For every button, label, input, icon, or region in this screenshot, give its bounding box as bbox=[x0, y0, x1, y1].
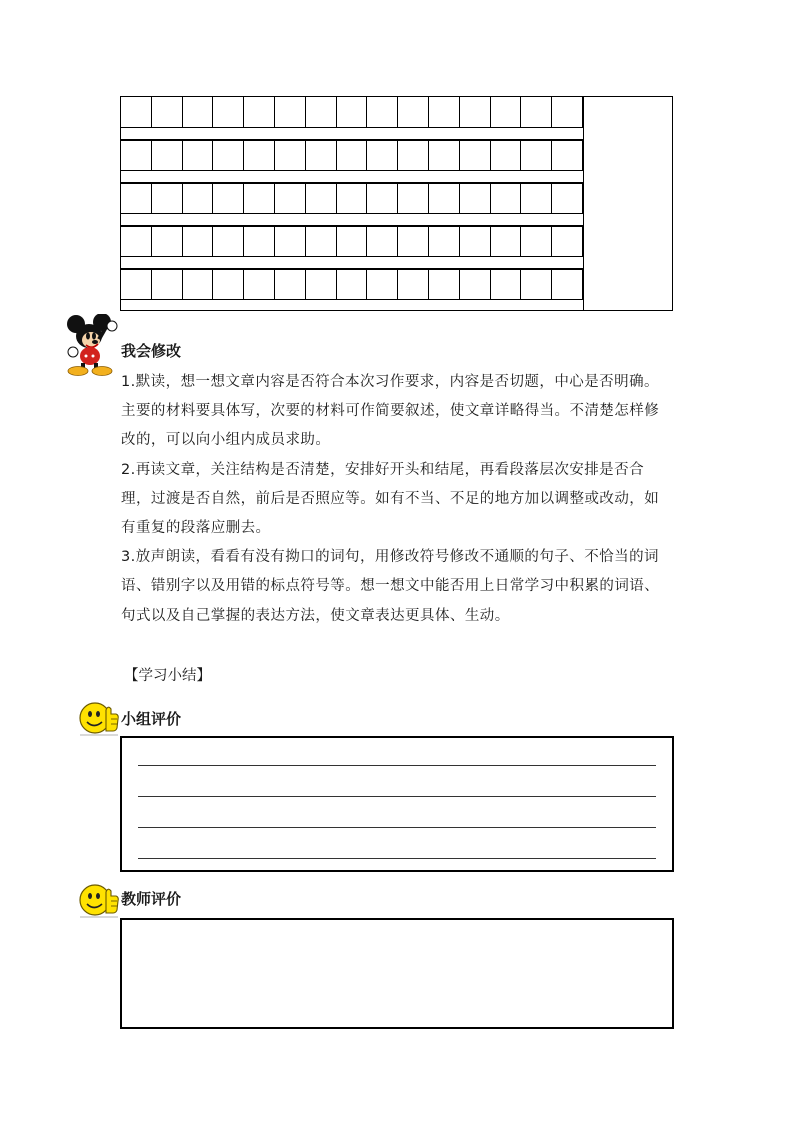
grid-cell[interactable] bbox=[306, 97, 337, 128]
mickey-mouse-icon bbox=[64, 314, 120, 376]
grid-cell[interactable] bbox=[521, 269, 552, 300]
grid-row bbox=[121, 226, 583, 257]
grid-cell[interactable] bbox=[491, 140, 522, 171]
grid-cell[interactable] bbox=[306, 140, 337, 171]
grid-cell[interactable] bbox=[429, 140, 460, 171]
grid-cell[interactable] bbox=[460, 183, 491, 214]
grid-cell[interactable] bbox=[552, 269, 583, 300]
grid-cell[interactable] bbox=[275, 97, 306, 128]
writing-grid bbox=[120, 96, 673, 311]
grid-cell[interactable] bbox=[367, 97, 398, 128]
grid-cell[interactable] bbox=[306, 226, 337, 257]
grid-cell[interactable] bbox=[398, 97, 429, 128]
grid-cell[interactable] bbox=[306, 183, 337, 214]
grid-spacer bbox=[121, 128, 584, 140]
grid-cell[interactable] bbox=[213, 140, 244, 171]
grid-cell[interactable] bbox=[275, 226, 306, 257]
grid-cell[interactable] bbox=[552, 97, 583, 128]
grid-cell[interactable] bbox=[337, 97, 368, 128]
grid-cell[interactable] bbox=[398, 269, 429, 300]
grid-cell[interactable] bbox=[460, 140, 491, 171]
grid-cell[interactable] bbox=[491, 269, 522, 300]
grid-spacer bbox=[121, 171, 584, 183]
revise-step-3: 3.放声朗读，看看有没有拗口的词句，用修改符号修改不通顺的句子、不恰当的词语、错别字以及用错的标点符号等。想一想文中能否用上日常学习中积累的词语、句式以及自己掌握的表达方法，使文章表达更具体、生动。 bbox=[121, 549, 660, 624]
grid-cell[interactable] bbox=[367, 183, 398, 214]
grid-cell[interactable] bbox=[244, 269, 275, 300]
grid-cell[interactable] bbox=[152, 183, 183, 214]
grid-cell[interactable] bbox=[152, 97, 183, 128]
teacher-evaluation-heading: 教师评价 bbox=[121, 890, 182, 908]
grid-cell[interactable] bbox=[121, 140, 152, 171]
grid-cell[interactable] bbox=[552, 183, 583, 214]
grid-spacer bbox=[121, 300, 584, 312]
grid-cell[interactable] bbox=[152, 269, 183, 300]
writing-line bbox=[138, 858, 656, 859]
grid-cell[interactable] bbox=[429, 269, 460, 300]
grid-cell[interactable] bbox=[275, 183, 306, 214]
grid-cell[interactable] bbox=[183, 226, 214, 257]
grid-cell[interactable] bbox=[521, 183, 552, 214]
grid-cell[interactable] bbox=[429, 97, 460, 128]
grid-row bbox=[121, 140, 583, 171]
grid-row bbox=[121, 183, 583, 214]
grid-cell[interactable] bbox=[183, 183, 214, 214]
grid-cell[interactable] bbox=[183, 140, 214, 171]
grid-cell[interactable] bbox=[244, 97, 275, 128]
grid-cell[interactable] bbox=[244, 140, 275, 171]
writing-line bbox=[138, 796, 656, 797]
grid-cell[interactable] bbox=[429, 226, 460, 257]
grid-cell[interactable] bbox=[244, 183, 275, 214]
grid-row bbox=[121, 269, 583, 300]
grid-cell[interactable] bbox=[460, 269, 491, 300]
grid-cell[interactable] bbox=[244, 226, 275, 257]
grid-cell[interactable] bbox=[398, 183, 429, 214]
grid-cell[interactable] bbox=[460, 97, 491, 128]
grid-cell[interactable] bbox=[121, 269, 152, 300]
grid-spacer bbox=[121, 214, 584, 226]
grid-cell[interactable] bbox=[213, 97, 244, 128]
grid-cell[interactable] bbox=[152, 226, 183, 257]
grid-cell[interactable] bbox=[337, 269, 368, 300]
grid-cell[interactable] bbox=[398, 226, 429, 257]
grid-cell[interactable] bbox=[367, 269, 398, 300]
grid-cell[interactable] bbox=[521, 226, 552, 257]
group-evaluation-box[interactable] bbox=[120, 736, 674, 872]
grid-cell[interactable] bbox=[367, 226, 398, 257]
grid-cell[interactable] bbox=[521, 140, 552, 171]
thumbs-up-smiley-icon bbox=[78, 698, 120, 738]
grid-margin-divider bbox=[583, 97, 584, 310]
grid-cell[interactable] bbox=[429, 183, 460, 214]
grid-spacer bbox=[121, 257, 584, 269]
grid-cell[interactable] bbox=[213, 269, 244, 300]
grid-cell[interactable] bbox=[491, 183, 522, 214]
grid-cell[interactable] bbox=[183, 269, 214, 300]
grid-cell[interactable] bbox=[491, 97, 522, 128]
grid-cell[interactable] bbox=[213, 226, 244, 257]
grid-cell[interactable] bbox=[121, 97, 152, 128]
grid-cell[interactable] bbox=[152, 140, 183, 171]
revise-step-2: 2.再读文章，关注结构是否清楚，安排好开头和结尾，再看段落层次安排是否合理，过渡是否自然，前后是否照应等。如有不当、不足的地方加以调整或改动，如有重复的段落应删去。 bbox=[121, 461, 660, 537]
grid-cell[interactable] bbox=[491, 226, 522, 257]
grid-cell[interactable] bbox=[183, 97, 214, 128]
writing-line bbox=[138, 765, 656, 766]
writing-line bbox=[138, 827, 656, 828]
grid-cell[interactable] bbox=[275, 269, 306, 300]
grid-cell[interactable] bbox=[367, 140, 398, 171]
revise-heading: 我会修改 bbox=[121, 342, 182, 360]
grid-cell[interactable] bbox=[213, 183, 244, 214]
grid-cell[interactable] bbox=[275, 140, 306, 171]
grid-cell[interactable] bbox=[398, 140, 429, 171]
grid-cell[interactable] bbox=[337, 183, 368, 214]
grid-cell[interactable] bbox=[337, 140, 368, 171]
grid-cell[interactable] bbox=[337, 226, 368, 257]
grid-cell[interactable] bbox=[306, 269, 337, 300]
group-evaluation-heading: 小组评价 bbox=[121, 710, 182, 728]
revise-step-1: 1.默读，想一想文章内容是否符合本次习作要求，内容是否切题，中心是否明确。主要的材料要具体写，次要的材料可作简要叙述，使文章详略得当。不清楚怎样修改的，可以向小组内成员求助。 bbox=[121, 374, 660, 449]
revise-instructions bbox=[121, 368, 669, 631]
grid-cell[interactable] bbox=[460, 226, 491, 257]
grid-cell[interactable] bbox=[121, 226, 152, 257]
grid-cell[interactable] bbox=[121, 183, 152, 214]
study-summary-heading: 【学习小结】 bbox=[124, 668, 211, 684]
teacher-evaluation-box[interactable] bbox=[120, 918, 674, 1029]
grid-cell[interactable] bbox=[552, 226, 583, 257]
grid-cell[interactable] bbox=[552, 140, 583, 171]
thumbs-up-smiley-icon bbox=[78, 880, 120, 920]
grid-cell[interactable] bbox=[521, 97, 552, 128]
grid-row bbox=[121, 97, 583, 128]
